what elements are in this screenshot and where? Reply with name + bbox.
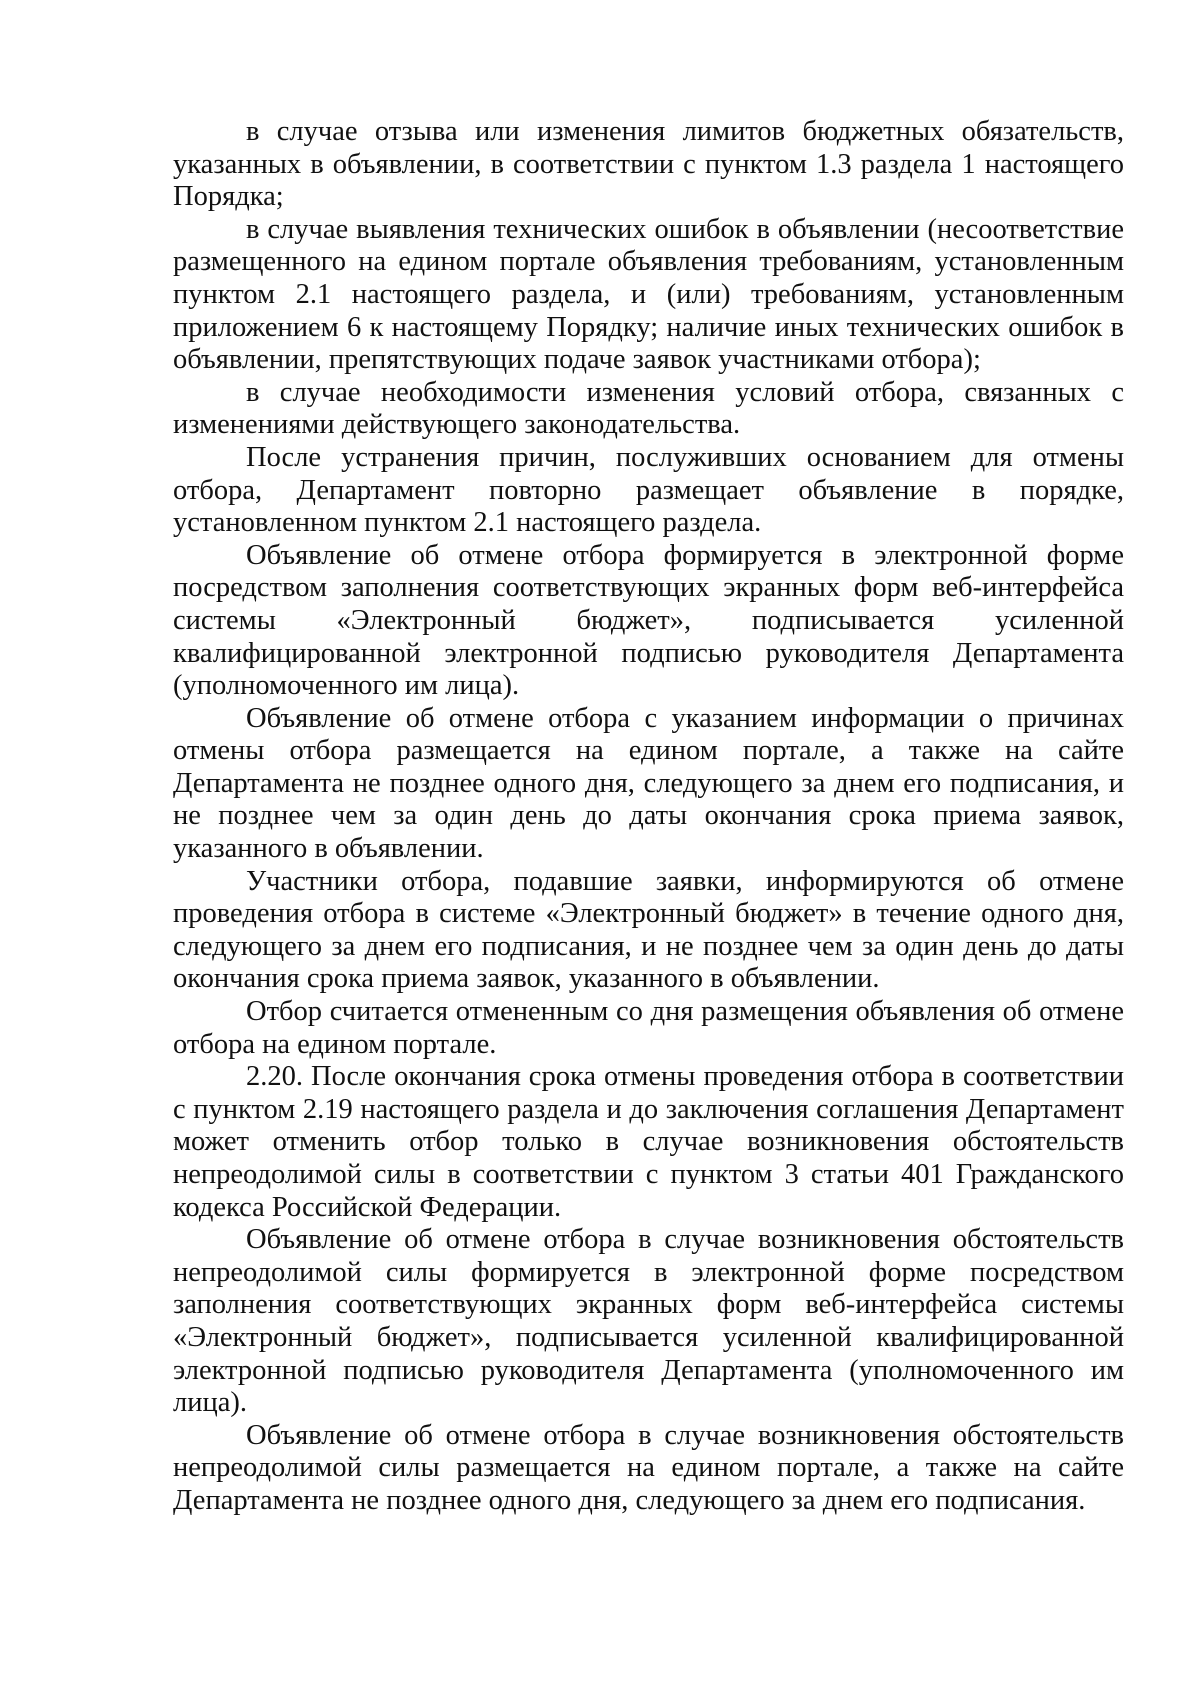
paragraph-force-majeure-form: Объявление об отмене отбора в случае возникновения обстоятельств непреодолимой силы формируется в электронной форме посредством заполнения соответствующих экранных форм веб-интерфейса системы «Электронный бюджет», подписывается усиленной квалифицированной электронной подписью руководителя Департамента (уполномоченного им лица). <box>173 1224 1124 1419</box>
paragraph-budget-limits: в случае отзыва или изменения лимитов бюджетных обязательств, указанных в объявлении, в соответствии с пунктом 1.3 раздела 1 настоящего Порядка; <box>173 116 1124 213</box>
paragraph-cancellation-publication: Объявление об отмене отбора с указанием информации о причинах отмены отбора размещается на едином портале, а также на сайте Департамента не позднее одного дня, следующего за днем его подписания, и не позднее чем за один день до даты окончания срока приема заявок, указанного в объявлении. <box>173 702 1124 865</box>
paragraph-legislation-changes: в случае необходимости изменения условий отбора, связанных с изменениями действующего законодательства. <box>173 376 1124 441</box>
paragraph-cancellation-form: Объявление об отмене отбора формируется в электронной форме посредством заполнения соответствующих экранных форм веб-интерфейса системы «Электронный бюджет», подписывается усиленной квалифицированной электронной подписью руководителя Департамента (уполномоченного им лица). <box>173 539 1124 702</box>
paragraph-cancellation-effective: Отбор считается отмененным со дня размещения объявления об отмене отбора на едином портале. <box>173 996 1124 1060</box>
paragraph-force-majeure-publication: Объявление об отмене отбора в случае возникновения обстоятельств непреодолимой силы размещается на едином портале, а также на сайте Департамента не позднее одного дня, следующего за днем его подписания. <box>173 1419 1124 1516</box>
paragraph-clause-2-20: 2.20. После окончания срока отмены проведения отбора в соответствии с пунктом 2.19 настоящего раздела и до заключения соглашения Департамент может отменить отбор только в случае возникновения обстоятельств непреодолимой силы в соответствии с пунктом 3 статьи 401 Гражданского кодекса Российской Федерации. <box>173 1061 1124 1223</box>
paragraph-participants-notified: Участники отбора, подавшие заявки, информируются об отмене проведения отбора в системе «Электронный бюджет» в течение одного дня, следующего за днем его подписания, и не позднее чем за один день до даты окончания срока приема заявок, указанного в объявлении. <box>173 865 1124 995</box>
paragraph-technical-errors: в случае выявления технических ошибок в объявлении (несоответствие размещенного на едином портале объявления требованиям, установленным пунктом 2.1 настоящего раздела, и (или) требованиям, установленным приложением 6 к настоящему Порядку; наличие иных технических ошибок в объявлении, препятствующих подаче заявок участниками отбора); <box>173 213 1124 376</box>
document-body <box>173 116 1124 1518</box>
paragraph-repeat-announcement: После устранения причин, послуживших основанием для отмены отбора, Департамент повторно размещает объявление в порядке, установленном пунктом 2.1 настоящего раздела. <box>173 441 1124 539</box>
